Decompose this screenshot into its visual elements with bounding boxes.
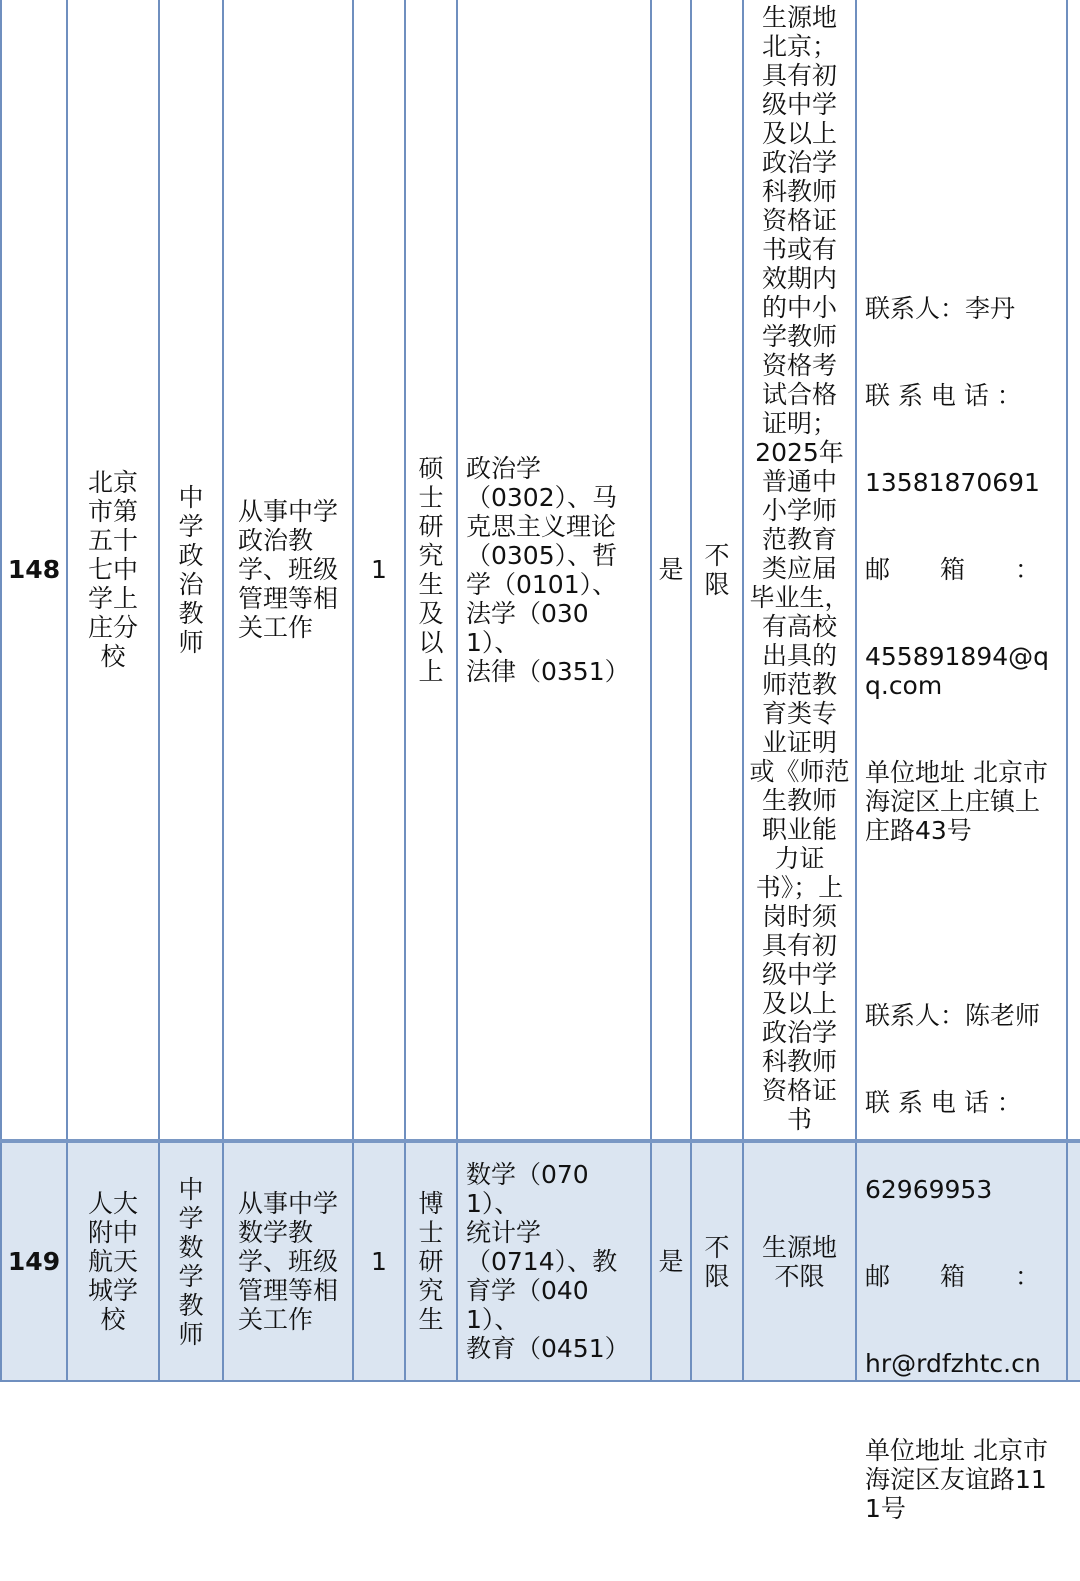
beijing-requirement: 是: [658, 555, 684, 584]
employer-name: 人大 附中 航天 城学 校: [87, 1189, 138, 1334]
education-requirement: 博 士 研 究 生: [418, 1189, 444, 1334]
row-number: 148: [7, 555, 61, 584]
duty-cell: [224, 0, 354, 1139]
headcount-cell: [354, 0, 406, 1139]
major-requirement: 政治学 （0302）、马 克思主义理论 （0305）、哲 学（0101）、 法学（0301）、 法律（0351）: [466, 453, 630, 686]
beijing-requirement: 是: [658, 1247, 684, 1276]
beijing-cell: [652, 0, 692, 1139]
table-row: [0, 1000, 1080, 1523]
age-cell: [692, 1143, 744, 1380]
row-number: 149: [7, 1247, 61, 1276]
major-cell: [458, 1143, 652, 1380]
position-cell: [160, 0, 224, 1139]
duty-description: 从事中学 政治教 学、班级 管理等相 关工作: [237, 497, 338, 642]
age-cell: [692, 0, 744, 1139]
contact-person: 联系人：李丹: [865, 294, 1016, 323]
position-name: 中 学 数 学 教 师: [178, 1174, 204, 1349]
other-requirements: 生源地 不限: [761, 1232, 837, 1291]
other-requirements-cell: [744, 0, 857, 1139]
contact-email-label: 邮 箱 ：: [865, 555, 1041, 584]
position-cell: [160, 1143, 224, 1380]
position-name: 中 学 政 治 教 师: [178, 482, 204, 657]
contact-address: 单位地址 北京市海淀区上庄镇上庄路43号: [865, 758, 1048, 845]
beijing-cell: [652, 1143, 692, 1380]
headcount: 1: [371, 555, 387, 584]
contact-phone: 62969953: [865, 1174, 993, 1204]
contact-info: [857, 943, 1066, 1581]
contact-cell: [857, 1000, 1068, 1523]
employer-cell: [68, 1143, 160, 1380]
education-requirement: 硕 士 研 究 生 及 以 上: [418, 453, 444, 686]
contact-address: 单位地址 北京市海淀区友谊路111号: [865, 1435, 1048, 1523]
education-cell: [406, 1143, 458, 1380]
age-requirement: 不 限: [704, 1232, 730, 1291]
contact-email: hr@rdfzhtc.cn: [865, 1348, 1041, 1378]
employer-name: 北京 市第 五十 七中 学上 庄分 校: [87, 468, 138, 671]
headcount: 1: [371, 1247, 387, 1276]
age-requirement: 不 限: [704, 540, 730, 599]
headcount-cell: [354, 1143, 406, 1380]
major-requirement: 数学（0701）、 统计学 （0714）、教 育学（0401）、 教育（0451）: [466, 1160, 630, 1363]
contact-phone-label: 联 系 电 话 ：: [865, 381, 1022, 410]
duty-description: 从事中学 数学教 学、班级 管理等相 关工作: [237, 1189, 338, 1334]
contact-phone: 13581870691: [865, 468, 1040, 497]
employer-cell: [68, 0, 160, 1139]
row-number-cell: [0, 0, 68, 1139]
contact-email: 455891894@qq.com: [865, 642, 1050, 700]
row-number-cell: [0, 1143, 68, 1380]
contact-info: [857, 236, 1066, 903]
other-requirements: 生源地 北京； 具有初 级中学 及以上 政治学 科教师 资格证 书或有 效期内 的中小 学教师 资格考 试合格 证明； 2025年 普通中 小学师 范教育 类应届 毕业生， 有高校 出具的 师范教 育类专 业证明 或《师范 生教师 职业能 力证 书》；上 岗时须 具有初 级中学 及以上 政治学 科教师 资格证 书: [749, 3, 850, 1134]
other-requirements-cell: [744, 1143, 857, 1380]
contact-email-label: 邮 箱 ：: [865, 1261, 1041, 1291]
contact-phone-label: 联 系 电 话 ：: [865, 1087, 1022, 1117]
contact-person: 联系人：陈老师: [865, 1000, 1041, 1030]
duty-cell: [224, 1143, 354, 1380]
major-cell: [458, 0, 652, 1139]
education-cell: [406, 0, 458, 1139]
